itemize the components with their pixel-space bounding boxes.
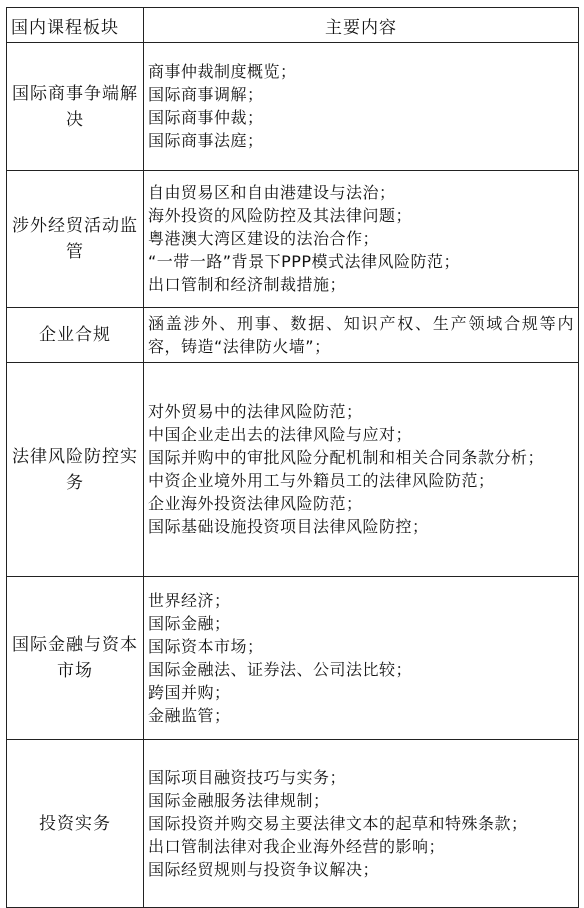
content-item: 海外投资的风险防控及其法律问题； <box>148 206 413 225</box>
course-content <box>144 577 579 740</box>
course-table <box>6 7 579 908</box>
table-row <box>7 308 579 363</box>
content-item: 粤港澳大湾区建设的法治合作； <box>148 229 380 248</box>
table-row <box>7 43 579 171</box>
course-content <box>144 740 579 908</box>
content-item: 国际投资并购交易主要法律文本的起草和特殊条款； <box>148 813 528 833</box>
course-body <box>7 43 579 908</box>
table-row <box>7 577 579 740</box>
content-item: 金融监管； <box>148 705 231 725</box>
course-block-name: 涉外经贸活动监管 <box>7 171 144 308</box>
table-row <box>7 171 579 308</box>
table-row <box>7 363 579 577</box>
content-item: 对外贸易中的法律风险防范； <box>148 402 363 421</box>
content-item: “一带一路”背景下PPP模式法律风险防范； <box>148 252 461 271</box>
header-row <box>7 8 579 43</box>
content-item: 国际经贸规则与投资争议解决； <box>148 859 380 879</box>
content-item: 国际商事调解； <box>148 85 264 104</box>
content-item: 出口管制法律对我企业海外经营的影响； <box>148 836 446 856</box>
content-item: 国际项目融资技巧与实务； <box>148 767 347 787</box>
header-content: 主要内容 <box>144 8 579 43</box>
course-block-name: 法律风险防控实务 <box>7 363 144 577</box>
content-item: 商事仲裁制度概览； <box>148 62 297 81</box>
content-item: 国际基础设施投资项目法律风险防控； <box>148 517 429 536</box>
content-item: 国际商事法庭； <box>148 131 264 150</box>
course-block-name: 企业合规 <box>7 308 144 363</box>
content-item: 出口管制和经济制裁措施； <box>148 275 347 294</box>
course-content <box>144 308 579 363</box>
content-item: 国际金融服务法律规制； <box>148 790 330 810</box>
header-block: 国内课程板块 <box>7 8 144 43</box>
content-item: 中国企业走出去的法律风险与应对； <box>148 425 413 444</box>
content-item: 国际资本市场； <box>148 636 264 656</box>
content-item: 中资企业境外用工与外籍员工的法律风险防范； <box>148 471 495 490</box>
course-content <box>144 171 579 308</box>
course-content <box>144 363 579 577</box>
content-item: 国际金融法、证券法、公司法比较； <box>148 659 413 679</box>
content-item: 跨国并购； <box>148 682 231 702</box>
course-block-name: 国际商事争端解决 <box>7 43 144 171</box>
content-item: 涵盖涉外、刑事、数据、知识产权、生产领域合规等内容，铸造“法律防火墙”； <box>148 313 574 356</box>
content-item: 国际并购中的审批风险分配机制和相关合同条款分析； <box>148 448 545 467</box>
table-row <box>7 740 579 908</box>
course-block-name: 国际金融与资本市场 <box>7 577 144 740</box>
course-content <box>144 43 579 171</box>
content-item: 国际商事仲裁； <box>148 108 264 127</box>
content-item: 自由贸易区和自由港建设与法治； <box>148 183 396 202</box>
content-item: 企业海外投资法律风险防范； <box>148 494 363 513</box>
content-item: 世界经济； <box>148 590 231 610</box>
content-item: 国际金融； <box>148 613 231 633</box>
course-block-name: 投资实务 <box>7 740 144 908</box>
